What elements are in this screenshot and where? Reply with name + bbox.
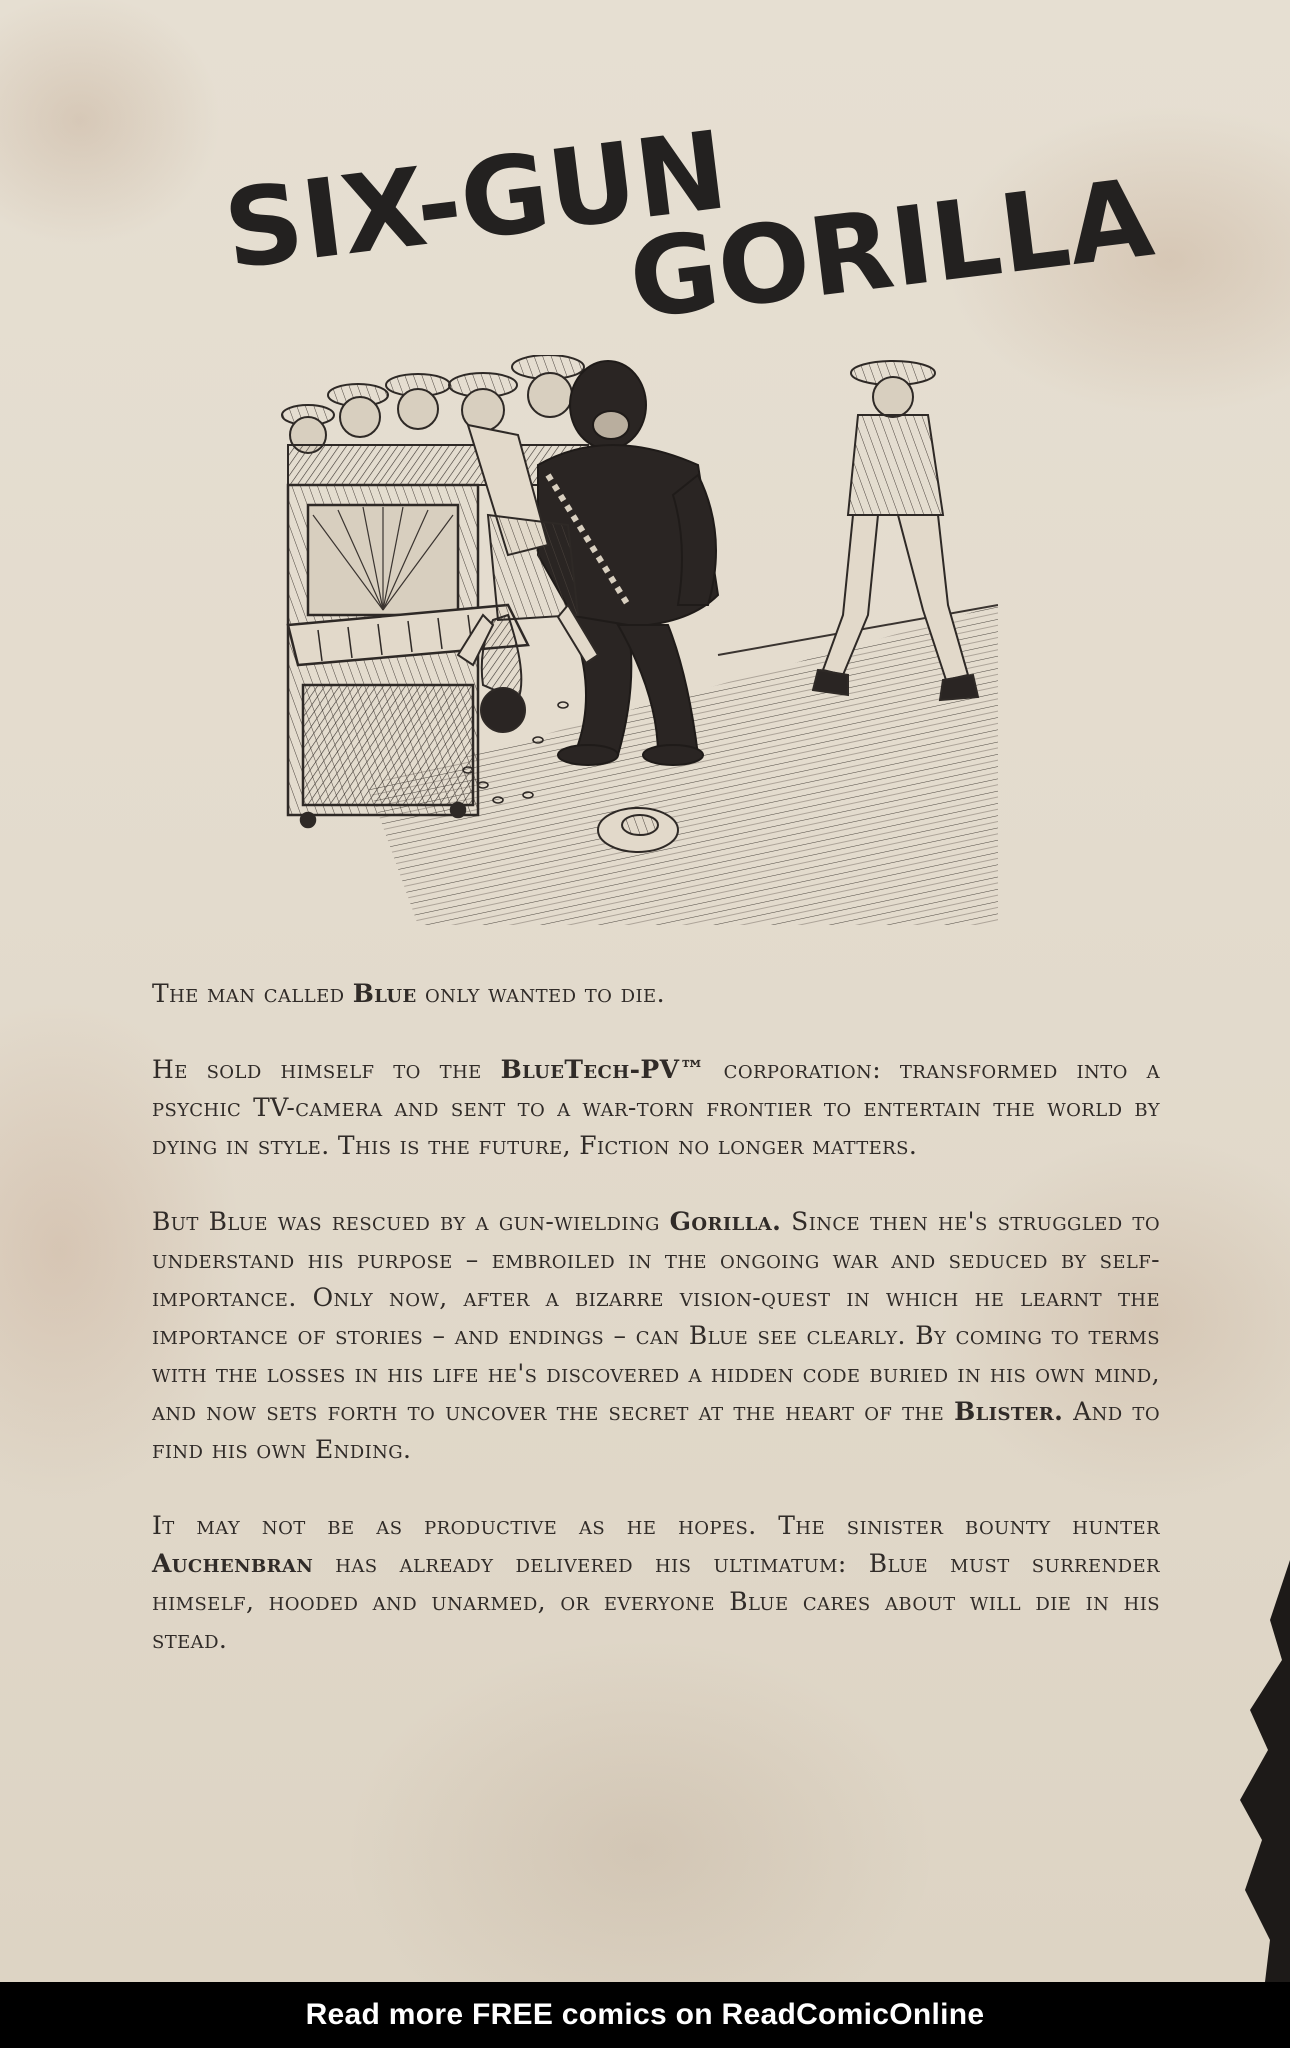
footer-link-text[interactable]: Read more FREE comics on ReadComicOnline: [305, 1998, 985, 2031]
recap-paragraph-4: [152, 1507, 1160, 1659]
footer-banner[interactable]: [0, 1982, 1290, 2048]
recap-paragraph-2: [152, 1051, 1160, 1165]
corporation-name: BlueTech-PV™: [500, 1055, 705, 1084]
torn-paper-edge: [1210, 1560, 1290, 1982]
recap-text: has already delivered his ultimatum: Blue must surrender himself, hooded and unarmed, or everyone Blue cares about will die in his stead.: [152, 1549, 1160, 1654]
recap-text: only wanted to die.: [416, 979, 665, 1008]
recap-text: Since then he's struggled to understand his purpose – embroiled in the ongoing war and seduced by self-importance. Only now, after a bizarre vision-quest in which he learnt the importance of stories – and endings – can Blue see clearly. By coming to terms with the losses in his life he's discovered a hidden code buried in his own mind, and now sets forth to uncover the secret at the heart of the: [152, 1207, 1160, 1426]
recap-text: And to find his own Ending.: [152, 1397, 1160, 1464]
recap-text: The man called: [152, 979, 353, 1008]
character-name-gorilla: Gorilla.: [669, 1207, 782, 1236]
recap-paragraph-1: [152, 975, 1160, 1013]
character-name-auchenbran: Auchenbran: [152, 1549, 314, 1578]
story-recap: [152, 975, 1160, 1697]
location-name-blister: Blister.: [954, 1397, 1064, 1426]
recap-text: He sold himself to the: [152, 1055, 501, 1084]
recap-paragraph-3: [152, 1203, 1160, 1469]
recap-text: corporation: transformed into a psychic TV-camera and sent to a war-torn frontier to entertain the world by dying in style. This is the future, Fiction no longer matters.: [152, 1055, 1160, 1160]
character-name-blue: Blue: [352, 979, 417, 1008]
title-line-2: GORILLA: [622, 155, 1160, 344]
page-title: [0, 0, 1290, 360]
saloon-gorilla-engraving-icon: [278, 355, 998, 925]
title-line-1: SIX-GUN: [217, 108, 734, 294]
recap-text: But Blue was rescued by a gun-wielding: [152, 1207, 670, 1236]
recap-text: It may not be as productive as he hopes. The sinister bounty hunter: [152, 1511, 1160, 1540]
